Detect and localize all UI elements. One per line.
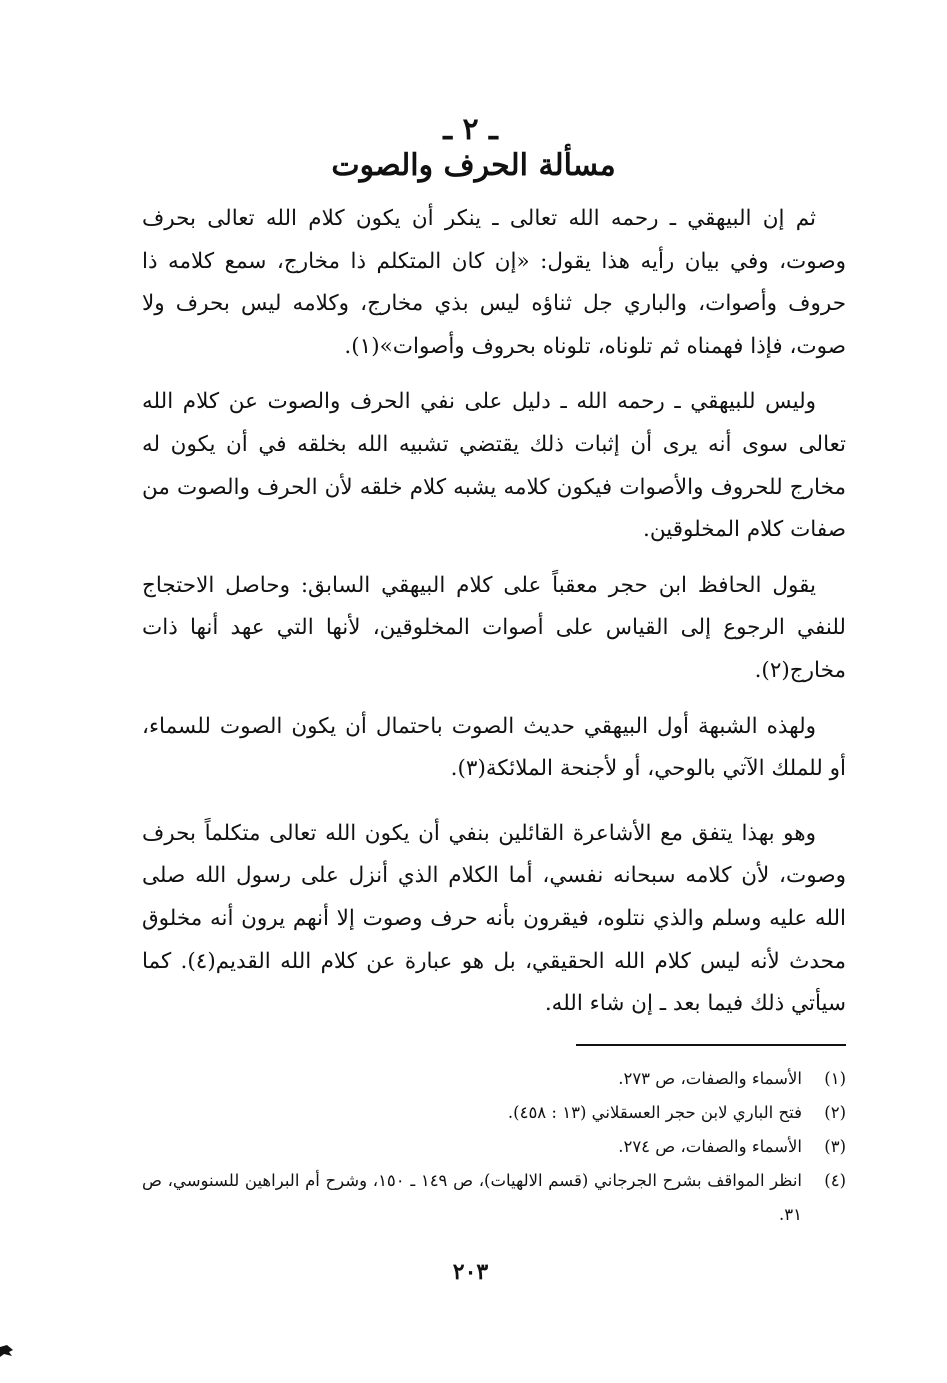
footnote xyxy=(142,1164,846,1232)
body-text xyxy=(142,198,846,1026)
footnote xyxy=(142,1130,846,1164)
footnote-number: (١) xyxy=(824,1069,846,1088)
paragraph: ثم إن البيهقي ـ رحمه الله تعالى ـ ينكر أن يكون كلام الله تعالى بحرف وصوت، وفي بيان رأيه هذا يقول: «إن كان المتكلم ذا مخارج، سمع كلامه ذا حروف وأصوات، والباري جل ثناؤه ليس بذي مخارج، وكلامه ليس بحرف ولا صوت، فإذا فهمناه ثم تلوناه، تلوناه بحروف وأصوات»(١). xyxy=(142,206,846,359)
footnote-number: (٣) xyxy=(824,1137,846,1156)
section-number: ـ ٢ ـ xyxy=(443,112,498,147)
footnote-number: (٤) xyxy=(824,1171,846,1190)
scan-speck-mark xyxy=(0,1344,14,1358)
footnotes xyxy=(142,1062,846,1232)
footnote-text: الأسماء والصفات، ص ٢٧٣. xyxy=(618,1069,802,1088)
paragraph: وليس للبيهقي ـ رحمه الله ـ دليل على نفي الحرف والصوت عن كلام الله تعالى سوى أنه يرى أن إثبات ذلك يقتضي تشبيه الله بخلقه في أن يكون له مخارج للحروف والأصوات فيكون كلامه يشبه كلام خلقه لأن الحرف والصوت من صفات كلام المخلوقين. xyxy=(142,389,846,543)
footnote-separator xyxy=(576,1044,846,1046)
paragraph: ولهذه الشبهة أول البيهقي حديث الصوت باحتمال أن يكون الصوت للسماء، أو للملك الآتي بالوحي، أو لأجنحة الملائكة(٣). xyxy=(142,713,846,782)
footnote-number: (٢) xyxy=(824,1103,846,1122)
footnote xyxy=(142,1062,846,1096)
chapter-title: مسألة الحرف والصوت xyxy=(331,148,616,183)
footnote-text: انظر المواقف بشرح الجرجاني (قسم الالهيات)، ص ١٤٩ ـ ١٥٠، وشرح أم البراهين للسنوسي، ص ٣١. xyxy=(142,1171,803,1224)
page-number: ٢٠٣ xyxy=(452,1259,489,1285)
paragraph: يقول الحافظ ابن حجر معقباً على كلام البيهقي السابق: وحاصل الاحتجاج للنفي الرجوع إلى القياس على أصوات المخلوقين، لأنها التي عهد أنها ذات مخارج(٢). xyxy=(142,572,846,683)
footnote xyxy=(142,1096,846,1130)
footnote-text: فتح الباري لابن حجر العسقلاني (١٣ : ٤٥٨). xyxy=(507,1103,802,1122)
footnote-text: الأسماء والصفات، ص ٢٧٤. xyxy=(618,1137,802,1156)
paragraph: وهو بهذا يتفق مع الأشاعرة القائلين بنفي أن يكون الله تعالى متكلماً بحرف وصوت، لأن كلامه سبحانه نفسي، أما الكلام الذي أنزل على رسول الله صلى الله عليه وسلم والذي نتلوه، فيقرون بأنه حرف وصوت إلا أنهم يرون أنه مخلوق محدث لأنه ليس كلام الله الحقيقي، بل هو عبارة عن كلام الله القديم(٤). كما سيأتي ذلك فيما بعد ـ إن شاء الله. xyxy=(142,820,847,1017)
